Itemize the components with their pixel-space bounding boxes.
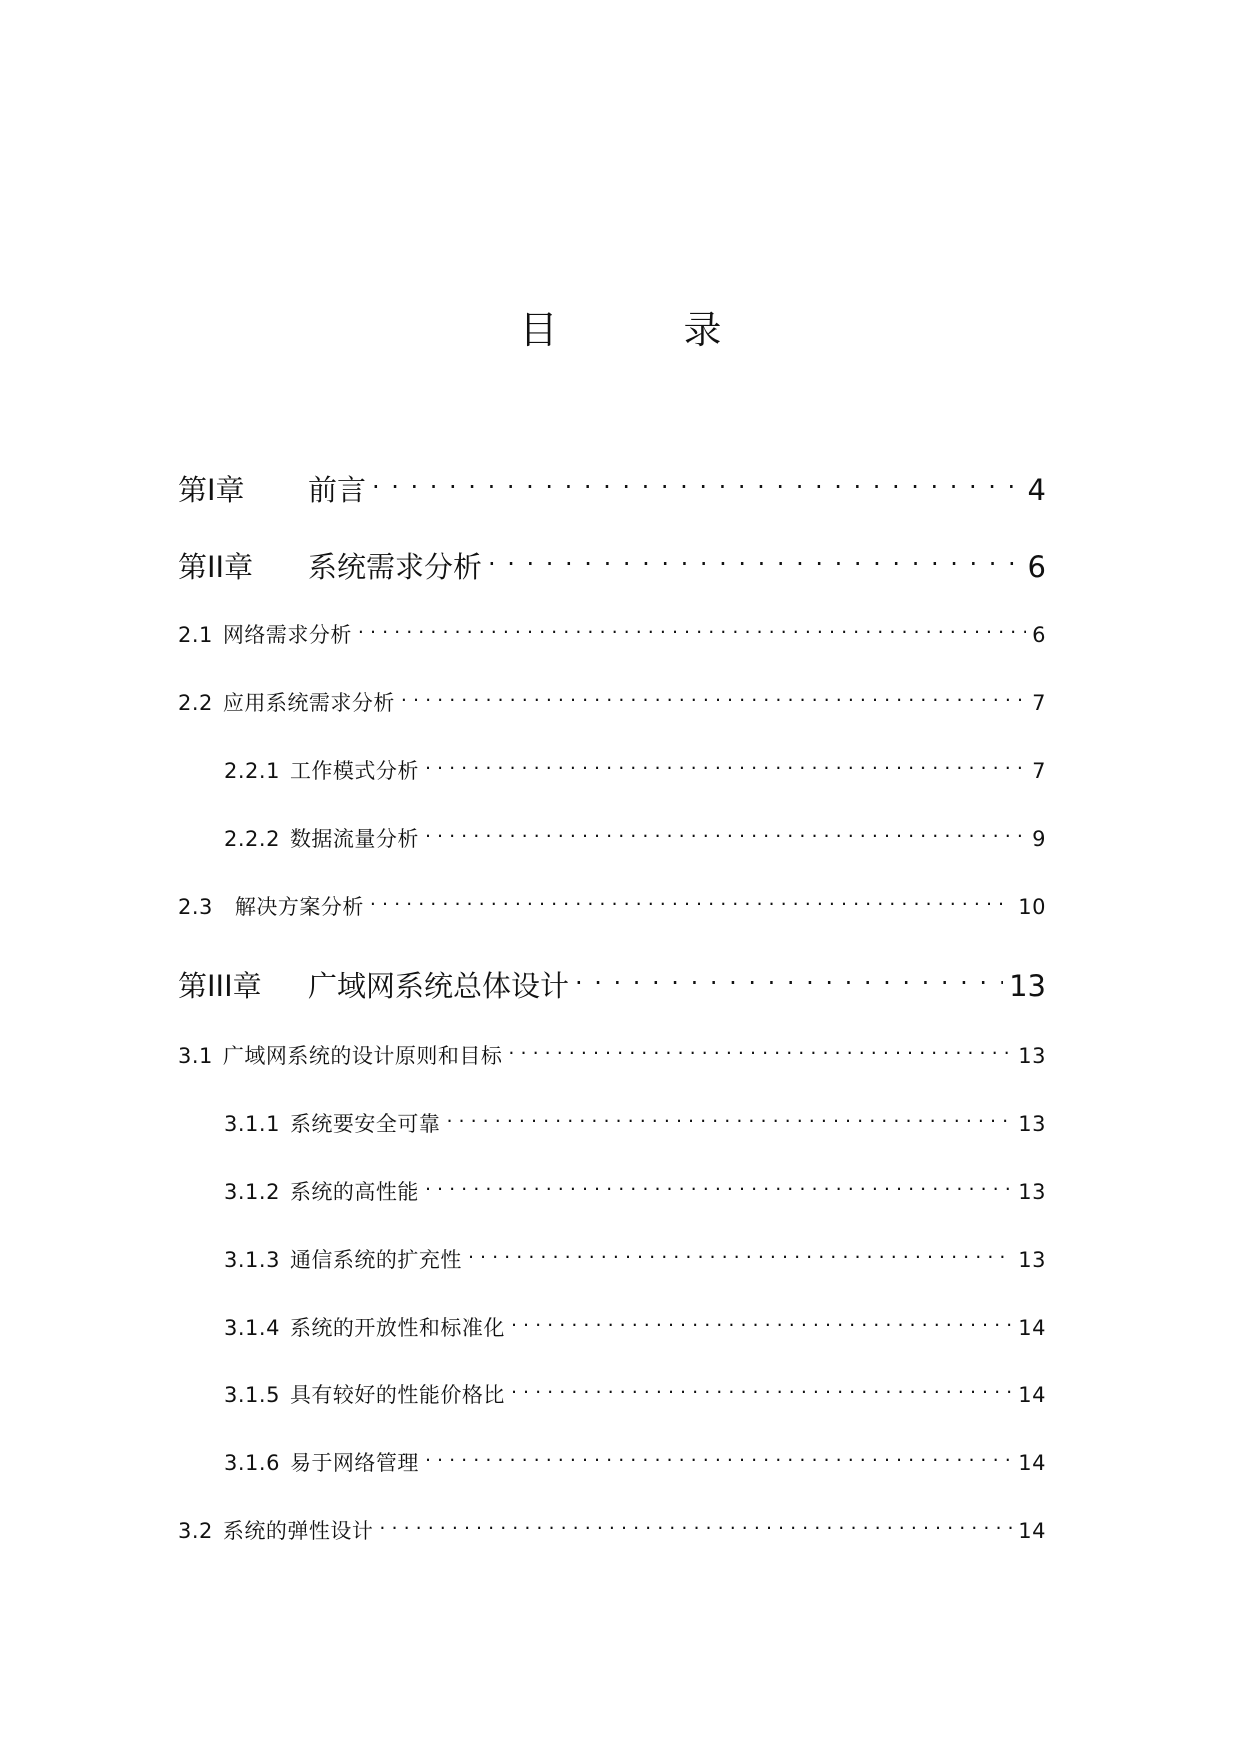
toc-entry-label: 解决方案分析 (234, 895, 364, 919)
toc-entry-page: 13 (1009, 969, 1046, 1003)
dot-leader (425, 816, 1026, 846)
toc-entry-section-3-2[interactable] (178, 1508, 1046, 1543)
toc-entry-page: 14 (1018, 1383, 1046, 1407)
dot-leader (468, 1237, 1012, 1267)
toc-entry-page: 6 (1032, 623, 1046, 647)
toc-entry-number: 2.1 (178, 623, 213, 647)
dot-leader (379, 1508, 1012, 1538)
page-title: 目 录 (519, 308, 779, 352)
toc-entry-section-2-2-1[interactable] (224, 748, 1046, 783)
toc-entry-label: 系统要安全可靠 (289, 1112, 441, 1136)
toc-entry-label: 广域网系统的设计原则和目标 (222, 1044, 503, 1068)
toc-entry-page: 13 (1018, 1112, 1046, 1136)
toc-entry-page: 13 (1018, 1180, 1046, 1204)
toc-entry-number: 3.1.3 (224, 1248, 280, 1272)
toc-entry-section-2-2[interactable] (178, 680, 1046, 715)
toc-entry-section-2-1[interactable] (178, 612, 1046, 647)
toc-entry-number: 3.1 (178, 1044, 213, 1068)
toc-entry-page: 14 (1018, 1519, 1046, 1543)
toc-entry-number: 3.1.6 (224, 1451, 280, 1475)
toc-entry-label: 系统的开放性和标准化 (289, 1316, 505, 1340)
toc-entry-number: 2.2.1 (224, 759, 280, 783)
toc-entry-label: 应用系统需求分析 (222, 691, 395, 715)
toc-entry-section-3-1-3[interactable] (224, 1237, 1046, 1272)
toc-entry-section-3-1-2[interactable] (224, 1169, 1046, 1204)
dot-leader (358, 612, 1026, 642)
toc-entry-page: 14 (1018, 1316, 1046, 1340)
toc-entry-label: 工作模式分析 (289, 759, 419, 783)
toc-entry-chapter-1[interactable] (178, 460, 1046, 507)
toc-entry-page: 10 (1018, 895, 1046, 919)
toc-entry-label: 广域网系统总体设计 (308, 969, 570, 1003)
toc-entry-section-3-1-1[interactable] (224, 1101, 1046, 1136)
toc-entry-number: 2.3 (178, 895, 213, 919)
toc-entry-page: 13 (1018, 1044, 1046, 1068)
dot-leader (488, 537, 1022, 577)
toc-entry-page: 6 (1027, 550, 1046, 584)
toc-entry-page: 9 (1032, 827, 1046, 851)
toc-entry-section-2-2-2[interactable] (224, 816, 1046, 851)
dot-leader (401, 680, 1026, 710)
toc-entry-chapter-2[interactable] (178, 537, 1046, 584)
toc-entry-number: 2.2.2 (224, 827, 280, 851)
dot-leader (511, 1305, 1012, 1335)
dot-leader (511, 1372, 1012, 1402)
toc-entry-chapter-3[interactable] (178, 956, 1046, 1003)
toc-entry-number: 3.1.1 (224, 1112, 280, 1136)
dot-leader (370, 884, 1012, 914)
toc-entry-label: 网络需求分析 (222, 623, 352, 647)
dot-leader (446, 1101, 1012, 1131)
toc-entry-label: 数据流量分析 (289, 827, 419, 851)
dot-leader (425, 1440, 1012, 1470)
toc-entry-page: 13 (1018, 1248, 1046, 1272)
toc-entry-page: 4 (1027, 473, 1046, 507)
toc-entry-section-3-1-6[interactable] (224, 1440, 1046, 1475)
dot-leader (372, 460, 1022, 500)
toc-entry-number: 3.1.5 (224, 1383, 280, 1407)
toc-entry-section-3-1-4[interactable] (224, 1305, 1046, 1340)
toc-entry-label: 系统的弹性设计 (222, 1519, 374, 1543)
toc-entry-number: 3.1.4 (224, 1316, 280, 1340)
toc-entry-number: 3.1.2 (224, 1180, 280, 1204)
dot-leader (575, 956, 1003, 996)
toc-entry-page: 7 (1032, 759, 1046, 783)
toc-entry-number: 第II章 (178, 550, 254, 584)
toc-entry-number: 第III章 (178, 969, 262, 1003)
dot-leader (508, 1033, 1012, 1063)
dot-leader (425, 748, 1026, 778)
toc-entry-page: 7 (1032, 691, 1046, 715)
toc-entry-section-3-1-5[interactable] (224, 1372, 1046, 1407)
toc-entry-label: 通信系统的扩充性 (289, 1248, 462, 1272)
toc-entry-number: 2.2 (178, 691, 213, 715)
toc-entry-number: 3.2 (178, 1519, 213, 1543)
toc-entry-number: 第I章 (178, 473, 245, 507)
dot-leader (425, 1169, 1012, 1199)
toc-entry-label: 具有较好的性能价格比 (289, 1383, 505, 1407)
toc-entry-label: 系统的高性能 (289, 1180, 419, 1204)
toc-entry-section-3-1[interactable] (178, 1033, 1046, 1068)
toc-entry-section-2-3[interactable] (178, 884, 1046, 919)
toc-entry-label: 前言 (308, 473, 367, 507)
toc-entry-label: 系统需求分析 (308, 550, 483, 584)
toc-entry-label: 易于网络管理 (289, 1451, 419, 1475)
toc-entry-page: 14 (1018, 1451, 1046, 1475)
